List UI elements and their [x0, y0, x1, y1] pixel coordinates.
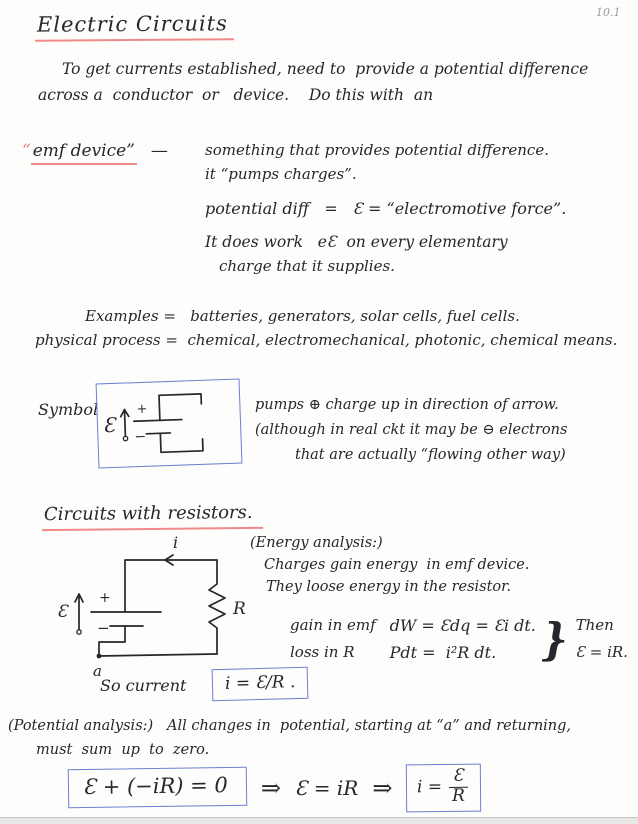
energy-line: (Energy analysis:): [250, 535, 383, 551]
work-labels: [290, 612, 376, 666]
brace: }: [541, 613, 568, 665]
current-label: i: [173, 533, 179, 552]
emf-direction-arrow: [75, 594, 83, 629]
current-fraction-box: [406, 764, 481, 812]
intro-line: across a conductor or device. Do this with an: [38, 86, 434, 104]
emf-def-line: it “pumps charges”.: [205, 165, 357, 183]
symbol-label: Symbol: [38, 400, 99, 419]
emf-definition: [205, 140, 566, 280]
page-number: 10.1: [596, 6, 621, 19]
page-title: Electric Circuits: [35, 11, 234, 41]
battery-short-plate: [146, 433, 170, 434]
then-result: Ɛ = iR.: [575, 643, 628, 661]
top-wire: [125, 560, 217, 612]
symbol-note-line: (although in real ckt it may be ⊖ electrons: [255, 422, 568, 438]
loss-equation: Pdt = i²R dt.: [389, 643, 497, 662]
plus-terminal: +: [136, 401, 148, 418]
symbol-note-line: pumps ⊕ charge up in direction of arrow.: [255, 397, 559, 413]
arrow-tail-circle: [77, 630, 81, 634]
eq3-prefix: i =: [417, 776, 443, 798]
work-eqs: [390, 612, 536, 666]
emf-symbol-box: [96, 379, 243, 469]
emf-direction-arrow: [120, 409, 129, 435]
fraction-denominator: R: [452, 785, 466, 806]
energy-analysis: [250, 532, 529, 598]
plus-terminal: +: [99, 590, 111, 606]
emf-device-heading: [22, 141, 168, 161]
circuits-with-resistors-heading: Circuits with resistors.: [42, 502, 263, 531]
implies-arrow: ⇒: [372, 773, 393, 802]
fraction-numerator: Ɛ: [449, 768, 468, 788]
then-label: Then: [575, 616, 614, 634]
circuit-svg: [55, 532, 260, 684]
close-quote: ”: [126, 141, 135, 161]
examples-line: physical process = chemical, electromechanical, photonic, chemical means.: [35, 331, 618, 349]
gain-label: gain in emf: [290, 616, 376, 634]
examples-line: Examples = batteries, generators, solar cells, fuel cells.: [85, 307, 520, 325]
battery-long-plate: [134, 420, 182, 422]
bottom-wire: [99, 654, 217, 656]
resistor-label: R: [233, 599, 246, 619]
emf-symbol-text: Ɛ: [102, 412, 116, 438]
resistor-circuit-diagram: [55, 532, 260, 688]
loop-equation-box: Ɛ + (−iR) = 0: [68, 767, 247, 808]
symbol-note-line: that are actually “flowing other way): [295, 447, 566, 463]
intro-paragraph: [38, 56, 588, 108]
emf-symbol-diagram: [97, 380, 238, 464]
resistor-zigzag: [209, 560, 225, 654]
scan-edge: [0, 817, 638, 824]
examples-block: [35, 304, 617, 352]
dash: —: [150, 141, 168, 161]
circuit-emf-label: Ɛ: [57, 602, 68, 622]
energy-line: They loose energy in the resistor.: [266, 579, 512, 595]
potential-analysis: [8, 714, 571, 762]
emf-over-r-fraction: [449, 765, 468, 806]
emf-def-line: It does work eƐ on every elementary: [205, 233, 508, 251]
implies-arrow: ⇒: [260, 773, 281, 802]
open-quote: “: [22, 141, 31, 161]
work-result: [576, 612, 628, 666]
energy-line: Charges gain energy in emf device.: [264, 557, 530, 573]
top-lead-wire: [159, 394, 202, 420]
minus-terminal: −: [97, 619, 110, 637]
minus-terminal: −: [134, 428, 147, 446]
node-a-dot: [97, 654, 102, 659]
intro-line: To get currents established, need to provide a potential difference: [62, 60, 589, 78]
emf-def-line: charge that it supplies.: [219, 257, 395, 275]
potential-line: must sum up to zero.: [36, 742, 210, 758]
so-current-label: So current: [100, 676, 187, 695]
loss-label: loss in R: [290, 643, 355, 661]
potential-line: (Potential analysis:) All changes in potential, starting at “a” and returning,: [8, 718, 572, 734]
work-equations: [290, 612, 628, 666]
arrow-tail-circle: [123, 436, 128, 441]
gain-equation: dW = Ɛdq = Ɛi dt.: [389, 616, 536, 635]
emf-def-line: something that provides potential difference.: [205, 141, 549, 159]
symbol-notes: [255, 393, 567, 468]
current-result-box: i = Ɛ/R .: [212, 667, 309, 702]
bottom-lead-wire: [160, 432, 203, 452]
emf-equals-ir: Ɛ = iR: [294, 775, 359, 800]
emf-def-line: potential diff = Ɛ = “electromotive force”.: [205, 199, 567, 218]
final-equation-row: [68, 764, 481, 812]
emf-term: emf device”: [31, 141, 137, 165]
node-a-label: a: [93, 662, 102, 680]
